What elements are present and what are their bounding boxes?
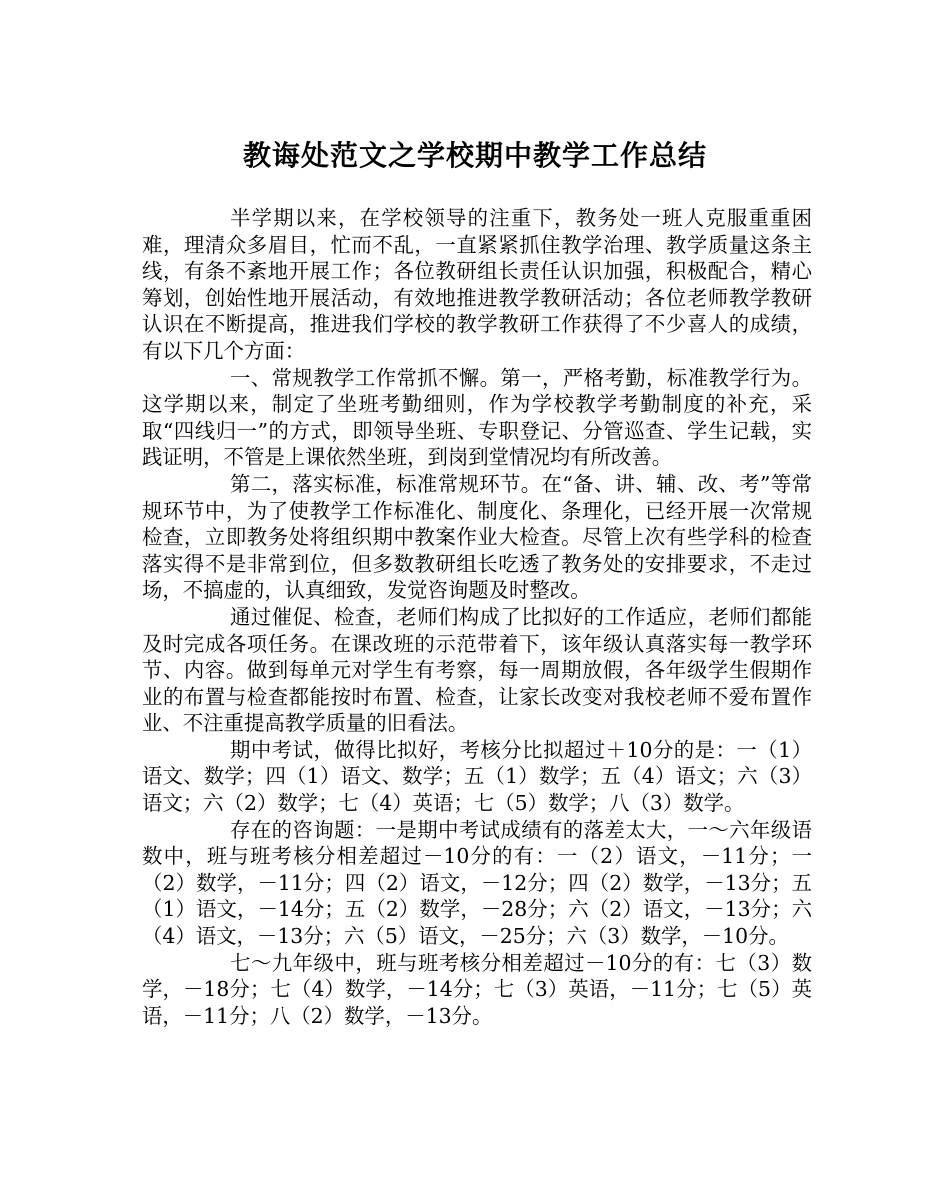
paragraph-midterm-good: 期中考试，做得比拟好，考核分比拟超过＋10分的是：一（1）语文、数学；四（1）语文、数学；五（1）数学；五（4）语文；六（3）语文；六（2）数学；七（4）英语；七（5）数学；八（3）数学。 <box>142 737 812 816</box>
paragraph-routine-teaching: 一、常规教学工作常抓不懈。第一，严格考勤，标准教学行为。这学期以来，制定了坐班考勤细则，作为学校教学考勤制度的补充，采取“四线归一”的方式，即领导坐班、专职登记、分管巡查、学生记载，实践证明，不管是上课依然坐班，到岗到堂情况均有所改善。 <box>142 365 812 470</box>
paragraph-grade7-9: 七～九年级中，班与班考核分相差超过－10分的有：七（3）数学，－18分；七（4）数学，－14分；七（3）英语，－11分；七（5）英语，－11分；八（2）数学，－13分。 <box>142 950 812 1028</box>
paragraph-problems: 存在的咨询题：一是期中考试成绩有的落差太大，一～六年级语数中，班与班考核分相差超过－10分的有：一（2）语文，－11分；一（2）数学，－11分；四（2）语文，－12分；四（2）数学，－13分；五（1）语文，－14分；五（2）数学，－28分；六（2）语文，－13分；六（4）语文，－13分；六（5）语文，－25分；六（3）数学，－10分。 <box>142 817 812 949</box>
paragraph-standard-links: 第二，落实标准，标准常规环节。在“备、讲、辅、改、考”等常规环节中，为了使教学工作标准化、制度化、条理化，已经开展一次常规检查，立即教务处将组织期中教案作业大检查。尽管上次有些学科的检查落实得不是非常到位，但多数教研组长吃透了教务处的安排要求，不走过场，不搞虚的，认真细致，发觉咨询题及时整改。 <box>142 471 812 603</box>
document-body <box>142 205 812 1029</box>
document-title: 教诲处范文之学校期中教学工作总结 <box>242 139 707 172</box>
paragraph-intro: 半学期以来，在学校领导的注重下，教务处一班人克服重重困难，理清众多眉目，忙而不乱，一直紧紧抓住教学治理、教学质量这条主线，有条不紊地开展工作；各位教研组长责任认识加强，积极配合，精心筹划，创始性地开展活动，有效地推进教学教研活动；各位老师教学教研认识在不断提高，推进我们学校的教学教研工作获得了不少喜人的成绩，有以下几个方面： <box>142 206 812 363</box>
paragraph-supervision: 通过催促、检查，老师们构成了比拟好的工作适应，老师们都能及时完成各项任务。在课改班的示范带着下，该年级认真落实每一教学环节、内容。做到每单元对学生有考察，每一周期放假，各年级学生假期作业的布置与检查都能按时布置、检查，让家长改变对我校老师不爱布置作业、不注重提高教学质量的旧看法。 <box>142 604 812 736</box>
